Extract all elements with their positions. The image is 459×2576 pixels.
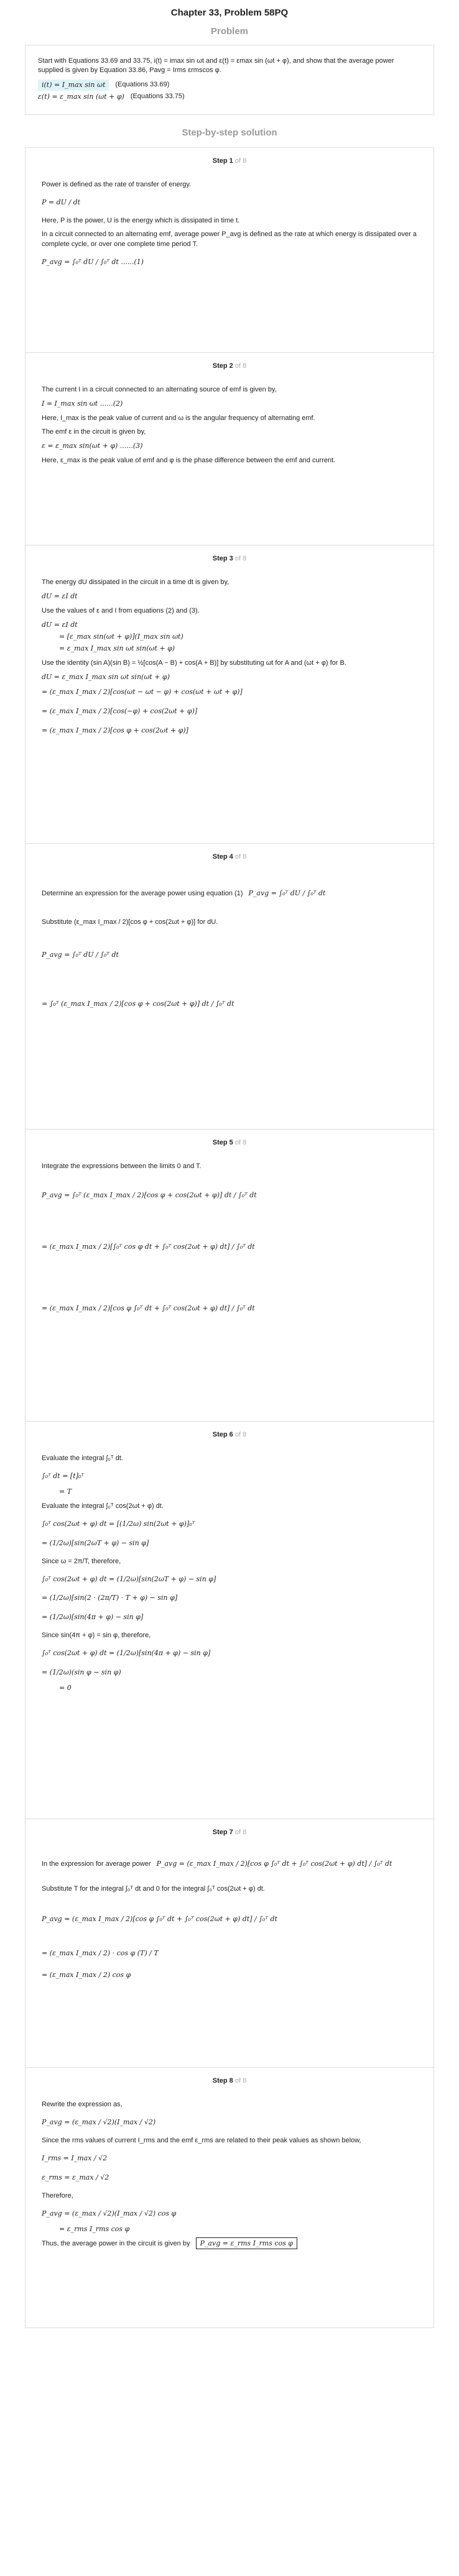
step-text bbox=[42, 2239, 417, 2249]
step-4 bbox=[25, 843, 434, 1129]
step-header bbox=[42, 2076, 417, 2086]
step-math: = (ε_max I_max / 2)[cos φ ∫₀ᵀ dt + ∫₀ᵀ cos(2ωt + φ) dt] / ∫₀ᵀ dt bbox=[42, 1304, 255, 1312]
step-math: = ε_rms I_rms cos φ bbox=[59, 2224, 130, 2233]
step-math-block bbox=[42, 620, 417, 654]
step-math-block bbox=[42, 1515, 417, 1552]
step-math: P_avg = ∫₀ᵀ (ε_max I_max / 2)[cos φ + cos(2ωt + φ)] dt / ∫₀ᵀ dt bbox=[42, 1190, 257, 1199]
step-math: P_avg = (ε_max / √2)(I_max / √2) bbox=[42, 2117, 156, 2126]
step-math: ε_rms = ε_max / √2 bbox=[42, 2173, 109, 2181]
step-text: In a circuit connected to an alternating emf, average power P_avg is defined as the rate at which energy is dissipated over a complete cycle, or over one complete time period T. bbox=[42, 230, 417, 248]
problem-heading: Problem bbox=[210, 25, 248, 37]
final-answer: P_avg = ε_rms I_rms cos φ bbox=[196, 2237, 297, 2249]
step-text: Use the identity (sin A)(sin B) = ½[cos(A − B) + cos(A + B)] by substituting ωt for A and (ωt + φ) for B. bbox=[42, 659, 346, 667]
problem-eq2: ε(t) = ε_max sin (ωt + φ) bbox=[38, 93, 124, 101]
step-header bbox=[42, 1828, 417, 1838]
step-text: Here, I_max is the peak value of current and ω is the angular frequency of alternating emf. bbox=[42, 414, 315, 422]
step-math: ∫₀ᵀ cos(2ωt + φ) dt = (1/2ω)[sin(4π + φ) − sin φ] bbox=[42, 1649, 211, 1658]
step-8 bbox=[25, 2067, 434, 2328]
step-label: Step 5 bbox=[212, 1139, 233, 1146]
step-header bbox=[42, 554, 417, 564]
step-math: P_avg = (ε_max / √2)(I_max / √2) cos φ bbox=[42, 2209, 177, 2217]
problem-eq1: i(t) = I_max sin ωt bbox=[38, 80, 109, 91]
step-math: P_avg = ∫₀ᵀ dU / ∫₀ᵀ dt bbox=[42, 950, 119, 959]
step-math-block bbox=[42, 1645, 417, 1693]
step-math: = (1/2ω)(sin φ − sin φ) bbox=[42, 1668, 121, 1677]
step-text-part: In the expression for average power bbox=[42, 1860, 151, 1868]
step-5 bbox=[25, 1129, 434, 1421]
step-of: of 8 bbox=[234, 1139, 247, 1146]
step-math: dU = εI dt bbox=[42, 591, 78, 600]
step-text: Use the values of ε and I from equations (2) and (3). bbox=[42, 606, 200, 614]
step-text-part: Thus, the average power in the circuit is given by bbox=[42, 2240, 190, 2248]
step-math: I_rms = I_max / √2 bbox=[42, 2154, 108, 2162]
step-math: = (1/2ω)[sin(2ωT + φ) − sin φ] bbox=[42, 1538, 149, 1547]
step-math: ∫₀ᵀ cos(2ωt + φ) dt = [(1/2ω) sin(2ωt + φ)]₀ᵀ bbox=[42, 1519, 195, 1528]
step-label: Step 4 bbox=[212, 853, 233, 861]
step-math-block bbox=[42, 2150, 417, 2186]
step-math-block bbox=[42, 1571, 417, 1627]
step-math-block bbox=[42, 1898, 417, 1984]
step-label: Step 2 bbox=[212, 362, 233, 370]
step-math: dU = ε_max I_max sin ωt sin(ωt + φ) bbox=[42, 672, 170, 681]
step-text: Since the rms values of current I_rms and the emf ε_rms are related to their peak values as shown below, bbox=[42, 2136, 361, 2144]
step-math: = ε_max I_max sin ωt sin(ωt + φ) bbox=[59, 644, 175, 652]
step-text: Power is defined as the rate of transfer of energy. bbox=[42, 180, 192, 188]
step-1 bbox=[25, 147, 434, 352]
step-text: Integrate the expressions between the limits 0 and T. bbox=[42, 1162, 202, 1170]
step-of: of 8 bbox=[234, 362, 247, 370]
step-math-block bbox=[42, 1176, 417, 1338]
problem-eq2-ref: (Equations 33.75) bbox=[130, 93, 185, 101]
step-label: Step 1 bbox=[212, 157, 233, 165]
step-inline-math: P_avg = ∫₀ᵀ dU / ∫₀ᵀ dt bbox=[248, 888, 326, 897]
step-text: Evaluate the integral ∫₀ᵀ dt. bbox=[42, 1454, 123, 1462]
step-text: The energy dU dissipated in the circuit in a time dt is given by, bbox=[42, 578, 230, 586]
step-math: P = dU / dt bbox=[42, 198, 81, 206]
problem-text: Start with Equations 33.69 and 33.75, i(t) = imax sin ωt and ε(t) = εmax sin (ωt + φ), and show that the average power supplied is given by Equation 33.86, Pavg = Irms εrmscos φ. bbox=[38, 57, 394, 75]
step-header bbox=[42, 1430, 417, 1440]
step-math: = (ε_max I_max / 2)[cos φ + cos(2ωt + φ)] bbox=[42, 726, 188, 735]
step-math: = (1/2ω)[sin(4π + φ) − sin φ] bbox=[42, 1613, 144, 1622]
step-6 bbox=[25, 1421, 434, 1819]
step-math: = (ε_max I_max / 2)[∫₀ᵀ cos φ dt + ∫₀ᵀ cos(2ωt + φ) dt] / ∫₀ᵀ dt bbox=[42, 1242, 255, 1251]
step-math: = (ε_max I_max / 2) cos φ bbox=[42, 1970, 131, 1979]
step-math: = [ε_max sin(ωt + φ)](I_max sin ωt) bbox=[59, 632, 183, 641]
step-of: of 8 bbox=[234, 1431, 247, 1438]
step-math: ∫₀ᵀ cos(2ωt + φ) dt = (1/2ω)[sin(2ωT + φ) − sin φ] bbox=[42, 1574, 216, 1583]
step-math-block bbox=[42, 1468, 417, 1497]
step-header bbox=[42, 852, 417, 862]
step-math: = T bbox=[59, 1487, 72, 1496]
solution-heading: Step-by-step solution bbox=[182, 127, 277, 139]
step-text: Since sin(4π + φ) = sin φ, therefore, bbox=[42, 1632, 151, 1640]
step-math: = (ε_max I_max / 2) · cos φ (T) / T bbox=[42, 1948, 159, 1957]
step-of: of 8 bbox=[234, 1829, 247, 1836]
step-text-part: Determine an expression for the average power using equation (1) bbox=[42, 889, 243, 897]
step-2 bbox=[25, 352, 434, 545]
step-label: Step 6 bbox=[212, 1431, 233, 1438]
step-math: I = I_max sin ωt ......(2) bbox=[42, 399, 123, 408]
step-text: The emf ε in the circuit is given by, bbox=[42, 427, 146, 436]
step-text: Rewrite the expression as, bbox=[42, 2100, 123, 2108]
step-header bbox=[42, 1138, 417, 1148]
step-math: dU = εI dt bbox=[42, 620, 78, 629]
step-header bbox=[42, 157, 417, 167]
step-text: The current I in a circuit connected to an alternating source of emf is given by, bbox=[42, 385, 277, 393]
problem-eq1-row bbox=[38, 80, 421, 91]
step-text bbox=[42, 1852, 417, 1870]
problem-box bbox=[25, 45, 434, 116]
step-math-block bbox=[42, 672, 417, 740]
step-label: Step 3 bbox=[212, 555, 233, 562]
step-3 bbox=[25, 545, 434, 843]
problem-eq2-row bbox=[38, 92, 421, 102]
step-of: of 8 bbox=[234, 853, 247, 861]
chapter-title: Chapter 33, Problem 58PQ bbox=[170, 7, 289, 18]
step-math: P_avg = ∫₀ᵀ dU / ∫₀ᵀ dt ......(1) bbox=[42, 257, 144, 266]
step-of: of 8 bbox=[234, 2077, 247, 2085]
step-label: Step 8 bbox=[212, 2077, 233, 2085]
step-of: of 8 bbox=[234, 157, 247, 165]
step-text: Since ω = 2π/T, therefore, bbox=[42, 1557, 121, 1565]
step-header bbox=[42, 362, 417, 372]
step-text: Here, P is the power, U is the energy which is dissipated in time t. bbox=[42, 216, 240, 224]
step-text: Substitute (ε_max I_max / 2)[cos φ + cos(2ωt + φ)] for dU. bbox=[42, 918, 218, 926]
problem-eq1-ref: (Equations 33.69) bbox=[115, 81, 170, 89]
step-text bbox=[42, 876, 417, 899]
step-math: ε = ε_max sin(ωt + φ) ......(3) bbox=[42, 441, 143, 450]
step-of: of 8 bbox=[234, 555, 247, 562]
step-math-block bbox=[42, 931, 417, 1028]
step-math: = ∫₀ᵀ (ε_max I_max / 2)[cos φ + cos(2ωt + φ)] dt / ∫₀ᵀ dt bbox=[42, 999, 234, 1008]
step-label: Step 7 bbox=[212, 1829, 233, 1836]
step-math: = (1/2ω)[sin(2 · (2π/T) · T + φ) − sin φ] bbox=[42, 1594, 178, 1602]
step-text: Evaluate the integral ∫₀ᵀ cos(2ωt + φ) dt. bbox=[42, 1502, 164, 1510]
step-inline-math: P_avg = (ε_max I_max / 2)[cos φ ∫₀ᵀ dt + ∫₀ᵀ cos(2ωt + φ) dt] / ∫₀ᵀ dt bbox=[156, 1859, 392, 1868]
steps-container bbox=[25, 147, 434, 2328]
step-math: ∫₀ᵀ dt = [t]₀ᵀ bbox=[42, 1471, 84, 1480]
step-math: = (ε_max I_max / 2)[cos(ωt − ωt − φ) + cos(ωt + ωt + φ)] bbox=[42, 688, 243, 697]
step-text: Substitute T for the integral ∫₀ᵀ dt and 0 for the integral ∫₀ᵀ cos(2ωt + φ) dt. bbox=[42, 1884, 265, 1893]
step-math-block bbox=[42, 2205, 417, 2234]
step-7 bbox=[25, 1819, 434, 2067]
step-math: = (ε_max I_max / 2)[cos(−φ) + cos(2ωt + φ)] bbox=[42, 707, 198, 716]
step-text: Therefore, bbox=[42, 2191, 73, 2199]
step-math: P_avg = (ε_max I_max / 2)[cos φ ∫₀ᵀ dt + ∫₀ᵀ cos(2ωt + φ) dt] / ∫₀ᵀ dt bbox=[42, 1914, 277, 1923]
step-text: Here, ε_max is the peak value of emf and φ is the phase difference between the emf and current. bbox=[42, 456, 336, 464]
step-math: = 0 bbox=[59, 1684, 72, 1692]
